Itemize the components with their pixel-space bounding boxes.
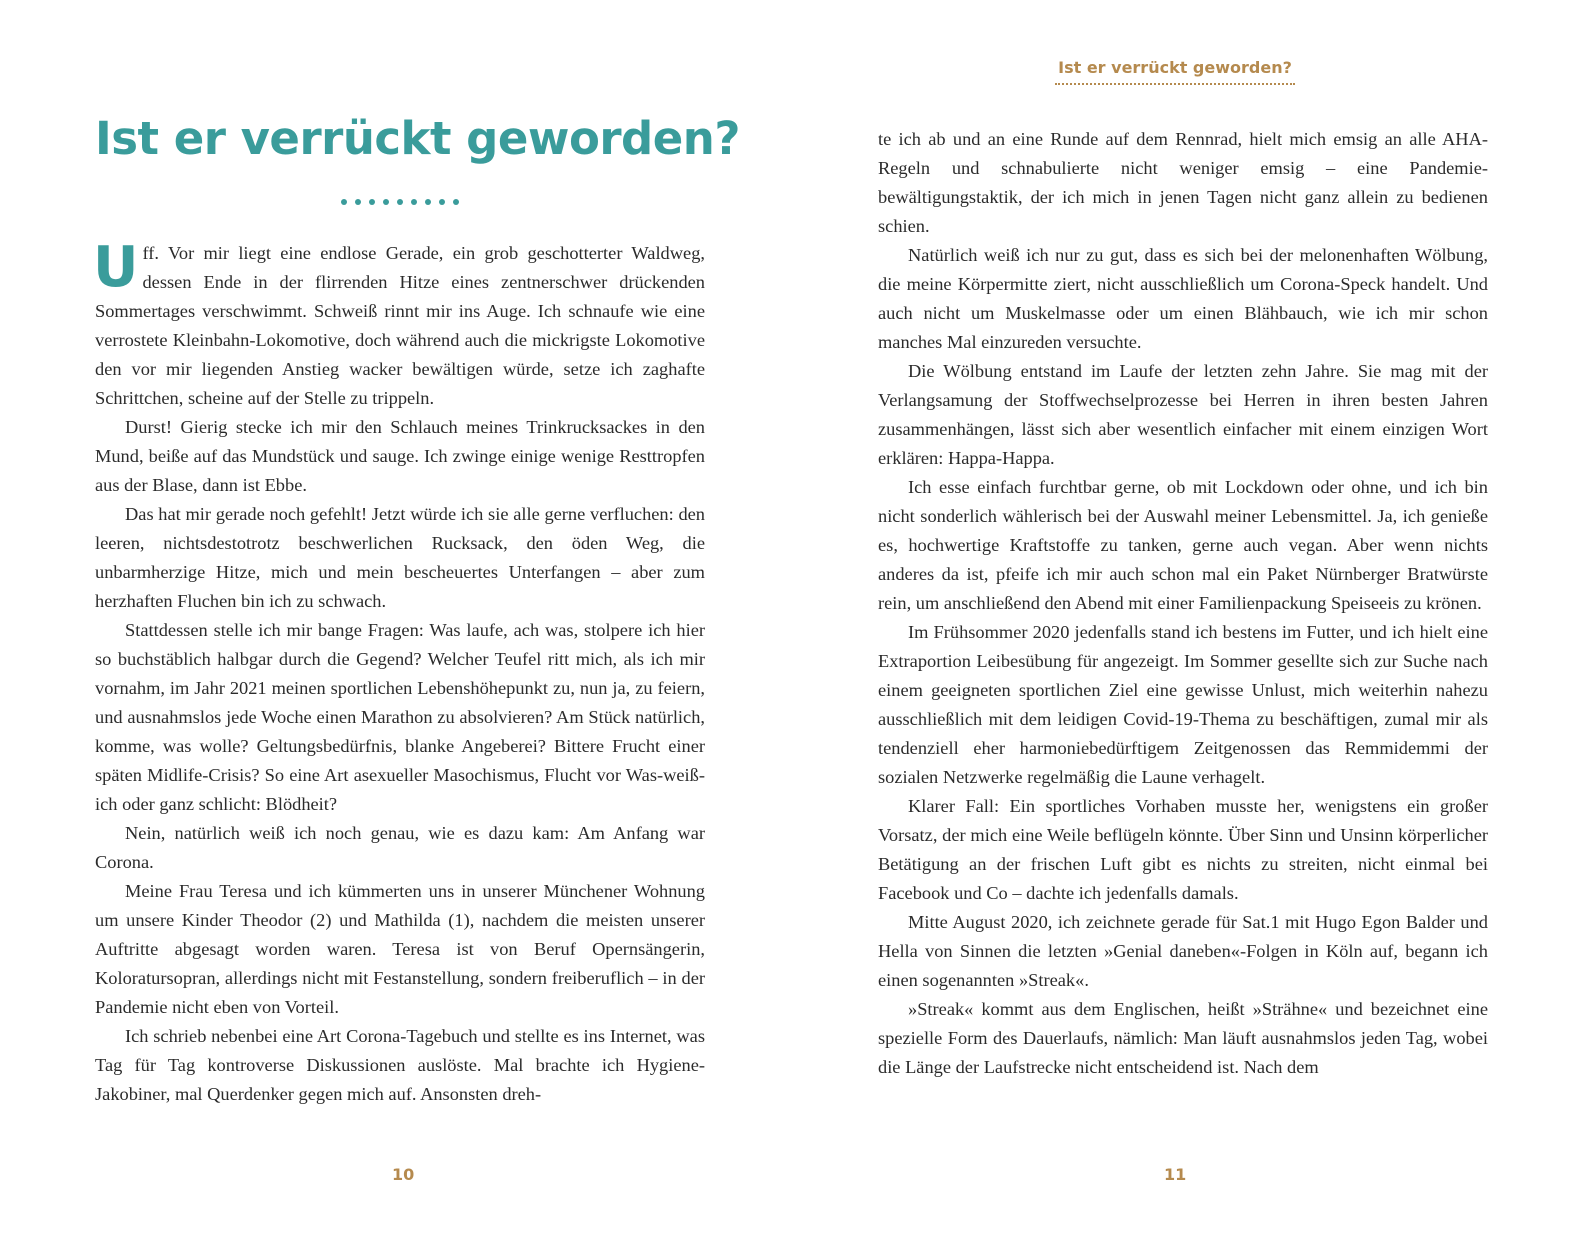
paragraph: Mitte August 2020, ich zeichnete gerade für Sat.1 mit Hugo Egon Balder und Hella von Sinnen die letzten »Genial daneben«-Folgen in Köln auf, begann ich einen sogenannten »Streak«. (878, 912, 1488, 990)
right-page (797, 0, 1594, 1240)
chapter-title: Ist er verrückt geworden? (95, 112, 740, 165)
ornament-dot (453, 199, 459, 205)
left-body-text (93, 235, 705, 1109)
paragraph-text: ff. Vor mir liegt eine endlose Gerade, ein grob geschotterter Waldweg, dessen Ende in der flirrenden Hitze eines zentnerschwer drückenden Sommertages verschwimmt. Schweiß rinnt mir ins Auge. Ich schnaufe wie eine verrostete Kleinbahn-Lokomotive, doch während auch die mickrigste Lokomotive den vor mir liegenden Anstieg wacker bewältigen würde, setze ich zaghafte Schrittchen, scheine auf der Stelle zu trippeln. (95, 243, 705, 408)
ornament-dot (341, 199, 347, 205)
paragraph: Natürlich weiß ich nur zu gut, dass es sich bei der melonenhaften Wölbung, die meine Körpermitte ziert, nicht ausschließlich um Corona-Speck handelt. Und auch nicht um Muskelmasse oder um einen Blähbauch, wie ich mir schon manches Mal einzureden versuchte. (878, 245, 1488, 352)
paragraph: Ich schrieb nebenbei eine Art Corona-Tagebuch und stellte es ins Internet, was Tag für Tag kontroverse Diskussionen auslöste. Mal brachte ich Hygiene-Jakobiner, mal Querdenker gegen mich auf. Ansonsten dreh- (95, 1026, 705, 1104)
title-ornament-dots (95, 192, 705, 204)
paragraph: Nein, natürlich weiß ich noch genau, wie es dazu kam: Am Anfang war Corona. (95, 823, 705, 872)
paragraph: te ich ab und an eine Runde auf dem Rennrad, hielt mich emsig an alle AHA-Regeln und schnabulierte nicht weniger emsig – eine Pandemiebewältigungstaktik, der ich mich in jenen Tagen nicht ganz allein zu bedienen schien. (878, 129, 1488, 236)
ornament-dot (369, 199, 375, 205)
paragraph (93, 235, 705, 413)
paragraph: Meine Frau Teresa und ich kümmerten uns in unserer Münchener Wohnung um unsere Kinder Theodor (2) und Mathilda (1), nachdem die meisten unserer Auftritte abgesagt worden waren. Teresa ist von Beruf Opernsängerin, Koloratursopran, allerdings nicht mit Festanstellung, sondern freiberuflich – in der Pandemie nicht eben von Vorteil. (95, 881, 705, 1017)
paragraph: Klarer Fall: Ein sportliches Vorhaben musste her, wenigstens ein großer Vorsatz, der mich eine Weile beflügeln könnte. Über Sinn und Unsinn körperlicher Betätigung an der frischen Luft gibt es nichts zu streiten, nicht einmal bei Facebook und Co – dachte ich jedenfalls damals. (878, 796, 1488, 903)
paragraph: Stattdessen stelle ich mir bange Fragen: Was laufe, ach was, stolpere ich hier so buchstäblich halbgar durch die Gegend? Welcher Teufel ritt mich, als ich mir vornahm, im Jahr 2021 meinen sportlichen Lebenshöhepunkt zu, nun ja, zu feiern, und ausnahmslos jede Woche einen Marathon zu absolvieren? Am Stück natürlich, komme, was wolle? Geltungsbedürfnis, blanke Angeberei? Bittere Frucht einer späten Midlife-Crisis? So eine Art asexueller Masochismus, Flucht vor Was-weiß-ich oder ganz schlicht: Blödheit? (95, 620, 705, 814)
paragraph: Das hat mir gerade noch gefehlt! Jetzt würde ich sie alle gerne verfluchen: den leeren, nichtsdestotrotz beschwerlichen Rucksack, den öden Weg, die unbarmherzige Hitze, mich und mein bescheuertes Unterfangen – aber zum herzhaften Fluchen bin ich zu schwach. (95, 504, 705, 611)
ornament-dot (397, 199, 403, 205)
ornament-dot (383, 199, 389, 205)
ornament-dot (411, 199, 417, 205)
ornament-dot (439, 199, 445, 205)
page-number-left: 10 (392, 1165, 415, 1184)
paragraph: Durst! Gierig stecke ich mir den Schlauch meines Trinkrucksackes in den Mund, beiße auf das Mundstück und sauge. Ich zwinge einige wenige Resttropfen aus der Blase, dann ist Ebbe. (95, 417, 705, 495)
paragraph: Ich esse einfach furchtbar gerne, ob mit Lockdown oder ohne, und ich bin nicht sonderlich wählerisch bei der Auswahl meiner Lebensmittel. Ja, ich genieße es, hochwertige Kraftstoffe zu tanken, gerne auch vegan. Aber wenn nichts anderes da ist, pfeife ich mir auch schon mal ein Paket Nürnberger Bratwürste rein, um anschließend den Abend mit einer Familienpackung Speiseeis zu krönen. (878, 477, 1488, 613)
ornament-dot (355, 199, 361, 205)
drop-cap: U (93, 235, 139, 300)
running-head: Ist er verrückt geworden? (1055, 58, 1295, 85)
page-number-right: 11 (1164, 1165, 1187, 1184)
ornament-dot (425, 199, 431, 205)
paragraph: Die Wölbung entstand im Laufe der letzten zehn Jahre. Sie mag mit der Verlangsamung der Stoffwechselprozesse bei Herren in ihren besten Jahren zusammenhängen, lässt sich aber wesentlich einfacher mit einem einzigen Wort erklären: Happa-Happa. (878, 361, 1488, 468)
paragraph: Im Frühsommer 2020 jedenfalls stand ich bestens im Futter, und ich hielt eine Extraportion Leibesübung für angezeigt. Im Sommer gesellte sich zur Suche nach einem geeigneten sportlichen Ziel eine gewisse Unlust, mich weiterhin nahezu ausschließlich mit dem leidigen Covid-19-Thema zu beschäftigen, zumal mir als tendenziell eher harmoniebedürftigem Zeitgenossen das Remmidemmi der sozialen Netzwerke regelmäßig die Laune verhagelt. (878, 622, 1488, 787)
paragraph: »Streak« kommt aus dem Englischen, heißt »Strähne« und bezeichnet eine spezielle Form des Dauerlaufs, nämlich: Man läuft ausnahmslos jeden Tag, wobei die Länge der Laufstrecke nicht entscheidend ist. Nach dem (878, 999, 1488, 1077)
right-body-text (878, 125, 1488, 1082)
